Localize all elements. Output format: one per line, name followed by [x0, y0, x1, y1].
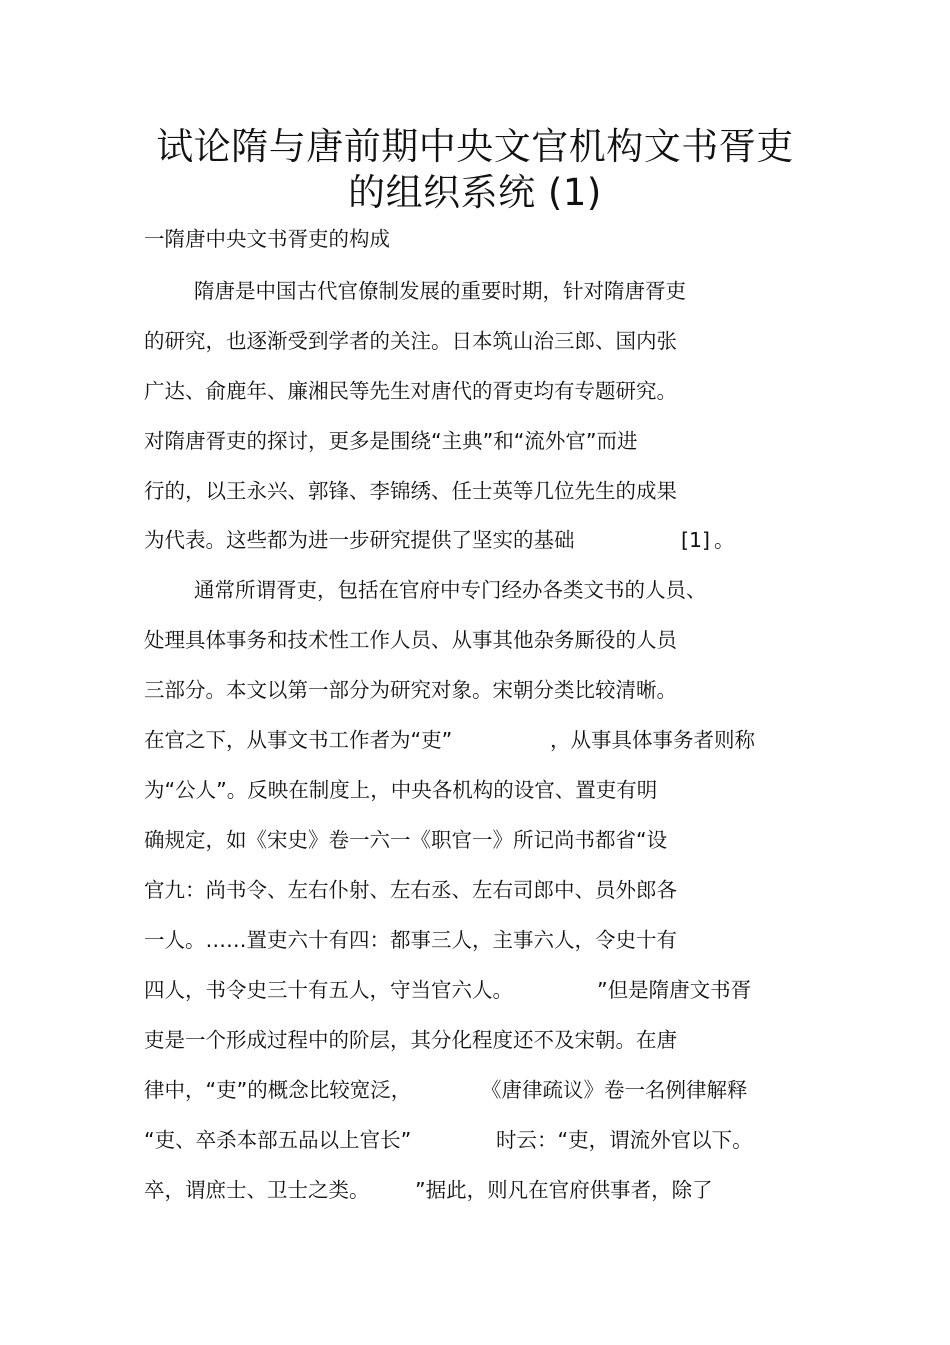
paragraph-line: 在官之下，从事文书工作者为“吏”	[144, 728, 453, 752]
section-heading: 一隋唐中央文书胥吏的构成	[144, 227, 390, 251]
paragraph-line: 吏是一个形成过程中的阶层，其分化程度还不及宋朝。在唐	[144, 1028, 677, 1052]
paragraph-line: 确规定，如《宋史》卷一六一《职官一》所记尚书都省“设	[144, 828, 668, 852]
paragraph-line: ”据此，则凡在官府供事者，除了	[415, 1178, 713, 1202]
citation-marker: [1]	[681, 528, 711, 552]
paragraph-line: 对隋唐胥吏的探讨，更多是围绕“主典”和“流外官”而进	[144, 429, 638, 453]
paragraph-line: 四人，书令史三十有五人，守当官六人。	[144, 978, 513, 1002]
paragraph-line: 《唐律疏议》卷一名例律解释	[481, 1078, 748, 1102]
paragraph-line: 隋唐是中国古代官僚制发展的重要时期，针对隋唐胥吏	[194, 279, 686, 303]
paragraph-line: 卒，谓庶士、卫士之类。	[144, 1178, 370, 1202]
paragraph-line: ”但是隋唐文书胥	[597, 978, 752, 1002]
paragraph-line: 时云：“吏，谓流外官以下。	[496, 1128, 753, 1152]
paragraph-line: 官九：尚书令、左右仆射、左右丞、左右司郎中、员外郎各	[144, 878, 677, 902]
paragraph-line: 一人。……置吏六十有四：都事三人，主事六人，令史十有	[144, 928, 677, 952]
paragraph-line: 。	[714, 528, 735, 552]
paragraph-line: 的研究，也逐渐受到学者的关注。日本筑山治三郎、国内张	[144, 329, 677, 353]
paragraph-line: 律中，“吏”的概念比较宽泛，	[144, 1078, 412, 1102]
document-title-line-2: 的组织系统 (1)	[348, 171, 602, 214]
paragraph-line: 为代表。这些都为进一步研究提供了坚实的基础	[144, 528, 575, 552]
paragraph-line: “吏、卒杀本部五品以上官长”	[144, 1128, 412, 1152]
paragraph-line: 处理具体事务和技术性工作人员、从事其他杂务厮役的人员	[144, 628, 677, 652]
document-title-line-1: 试论隋与唐前期中央文官机构文书胥吏	[156, 125, 794, 168]
paragraph-line: 三部分。本文以第一部分为研究对象。宋朝分类比较清晰。	[144, 678, 677, 702]
paragraph-line: ，从事具体事务者则称	[550, 728, 755, 752]
paragraph-line: 通常所谓胥吏，包括在官府中专门经办各类文书的人员、	[194, 578, 707, 602]
paragraph-line: 行的，以王永兴、郭锋、李锦绣、任士英等几位先生的成果	[144, 479, 677, 503]
paragraph-line: 为“公人”。反映在制度上，中央各机构的设官、置吏有明	[144, 778, 658, 802]
paragraph-line: 广达、俞鹿年、廉湘民等先生对唐代的胥吏均有专题研究。	[144, 379, 677, 403]
